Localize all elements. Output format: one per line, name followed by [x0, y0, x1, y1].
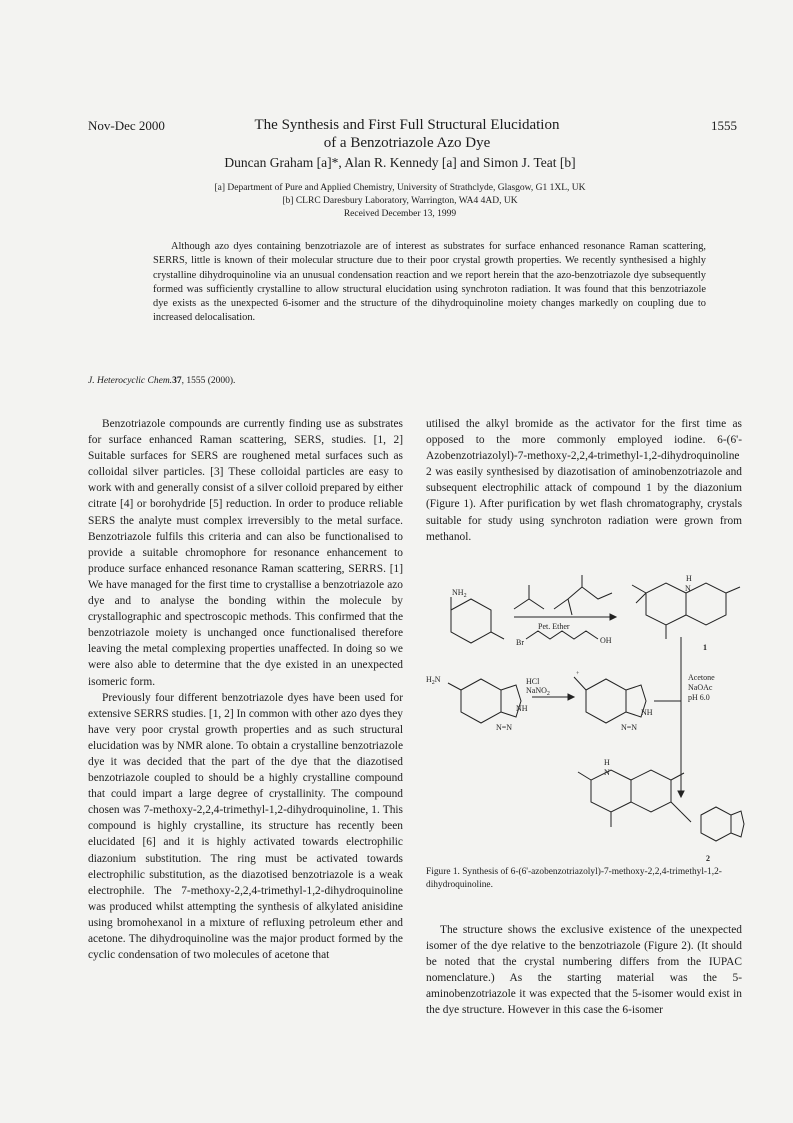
body-left-column [88, 416, 403, 963]
h2n-label: $H_2N$ [426, 675, 441, 686]
affiliation-a: [a] Department of Pure and Applied Chemistry, University of Strathclyde, Glasgow, G1 1XL, UK [214, 183, 586, 193]
nn-label: N=N [496, 723, 513, 732]
amine [554, 575, 582, 609]
pet-ether-label: Pet. Ether [538, 622, 570, 631]
h-label-2: H [604, 758, 610, 767]
bromohexanol [526, 631, 598, 639]
nh-label: NH [516, 704, 528, 713]
body-right-column-top [426, 416, 742, 545]
nano2-label: NaNO$_2$ [526, 686, 550, 697]
affiliations [150, 182, 650, 221]
paper-title [220, 116, 594, 152]
affiliation-b: [b] CLRC Daresbury Laboratory, Warrington, WA4 4AD, UK [282, 196, 518, 206]
hcl-label: HCl [526, 677, 540, 686]
compound-1-label: 1 [703, 643, 707, 652]
title-line-1: The Synthesis and First Full Structural Elucidation [254, 117, 560, 133]
product-benzotriazole [701, 807, 731, 841]
aminobenzotriazole-ring [461, 679, 501, 723]
anisidine-ring [451, 599, 491, 643]
reaction-scheme [426, 565, 746, 865]
citation-volume: 37 [172, 376, 182, 386]
h-label: H [686, 574, 692, 583]
figure-caption: Figure 1. Synthesis of 6-(6'-azobenzotriazolyl)-7-methoxy-2,2,4-trimethyl-1,2-dihydroquinoline. [426, 867, 722, 890]
nh-label-2: NH [641, 708, 653, 717]
oh-label: OH [600, 636, 612, 645]
n-label: N [685, 584, 691, 593]
product-dihydroquinoline [631, 770, 671, 812]
body-paragraph: The structure shows the exclusive existence of the unexpected isomer of the dye relative to the benzotriazole (Figure 2). (It should be noted that the crystal numbering differs from the IUPAC nomenclature.) As the starting material was the 5-aminobenzotriazole it was expected that the 5-isomer would exist in the dye structure. However in this case the 6-isomer [426, 924, 742, 1017]
authors: Duncan Graham [a]*, Alan R. Kennedy [a] and Simon J. Teat [b] [224, 155, 576, 170]
body-right-column-bottom [426, 922, 742, 1019]
citation-rest: , 1555 (2000). [181, 376, 236, 386]
abstract: Although azo dyes containing benzotriazole are of interest as substrates for surface enhanced resonance Raman scattering, SERRS, little is known of their molecular structure due to their poor crystal growth properties. We recently synthesised a highly crystalline dihydroquinoline via an unusual condensation reaction and we report herein that the azo-benzotriazole dye subsequently formed was sufficiently crystalline to allow structural elucidation using synchroton radiation. It was found that this benzotriazole dye exists as the unexpected 6-isomer and the structure of the dihydroquinoline moiety changes markedly on coupling due to increased delocalisation. [153, 241, 706, 324]
acetone [514, 599, 544, 609]
nh2-label: $NH_2$ [452, 588, 467, 599]
body-paragraph: Previously four different benzotriazole dyes have been used for extensive SERRS studies. [1, 2] In common with other azo dyes they have very poor crystal growth properties and as such structural elucidation was by NMR alone. To obtain a crystalline benzotriazole dye it was decided that the part of the dye that the diazotised benzotriazole coupled to should be a highly crystalline compound that could impart a large degree of crystallinity. The compound chosen was 7-methoxy-2,2,4-trimethyl-1,2-dihydroquinoline, 1. This compound is highly crystalline, its structure has recently been elucidated [6] and it is highly activated towards electrophilic diazonium substitution. The ring must be activated towards electrophilic substitution, as the diazotised benzotriazole is a weak electrophile. The 7-methoxy-2,2,4-trimethyl-1,2-dihydroquinoline was produced whilst attempting the synthesis of alkylated anisidine using bromohexanol in a mixture of refluxing petroleum ether and acetone. The dihydroquinoline was the major product formed by the cyclic condensation of two molecules of acetone that [88, 691, 403, 962]
page-number: 1555 [711, 118, 737, 133]
issue-date: Nov-Dec 2000 [88, 118, 165, 133]
body-paragraph: Benzotriazole compounds are currently finding use as substrates for surface enhanced Raman scattering, SERS, studies. [1, 2] Suitable surfaces for SERS are roughened metal surfaces such as colloidal silver particles. [3] These colloidal particles are easy to work with and generally consist of a silver colloid prepared by either citrate [4] or borohydride [5] reduction. In order to produce reliable SERS the analyte must complex irreversibly to the metal surface. Benzotriazole fulfils this criteria and can also be functionalised to provide a suitable chromophore for resonance enhancement to produce surface enhanced resonance Raman scattering, SERRS. [1] We have managed for the first time to crystallise a benzotriazole azo dye and to analyse the bonding within the molecule by crystallographic and spectroscopic methods. This confirmed that the benzotriazole moiety is unchanged once functionalised therefore leaving the metal complexing properties unaffected. In doing so we were also able to determine that the dye existed in an unexpected isomeric form. [88, 418, 403, 688]
nn-label-2: N=N [621, 723, 638, 732]
body-paragraph: utilised the alkyl bromide as the activator for the first time as opposed to the more commonly employed iodine. 6-(6'-Azobenzotriazolyl)-7-methoxy-2,2,4-trimethyl-1,2-dihydroquinoline 2 was easily synthesised by diazotisation of aminobenzotriazole and subsequent electrophilic attack of compound 1 by the diazonium (Figure 1). After purification by wet flash chromatography, crystals suitable for study using synchroton radiation were grown from methanol. [426, 418, 742, 543]
acetone-label: Acetone [688, 673, 715, 682]
naoac-label: NaOAc [688, 683, 713, 692]
n-label-2: N [604, 768, 610, 777]
citation-journal: J. Heterocyclic Chem. [88, 376, 173, 386]
br-label: Br [516, 638, 524, 647]
dihydroquinoline-ring [686, 583, 726, 625]
diazonium-plus: + [576, 671, 580, 677]
citation [88, 376, 235, 386]
received-date: Received December 13, 1999 [343, 209, 457, 219]
compound-2-label: 2 [706, 854, 710, 863]
diazonium-ring [586, 679, 626, 723]
ph-label: pH 6.0 [688, 693, 710, 702]
title-line-2: of a Benzotriazole Azo Dye [323, 135, 491, 151]
